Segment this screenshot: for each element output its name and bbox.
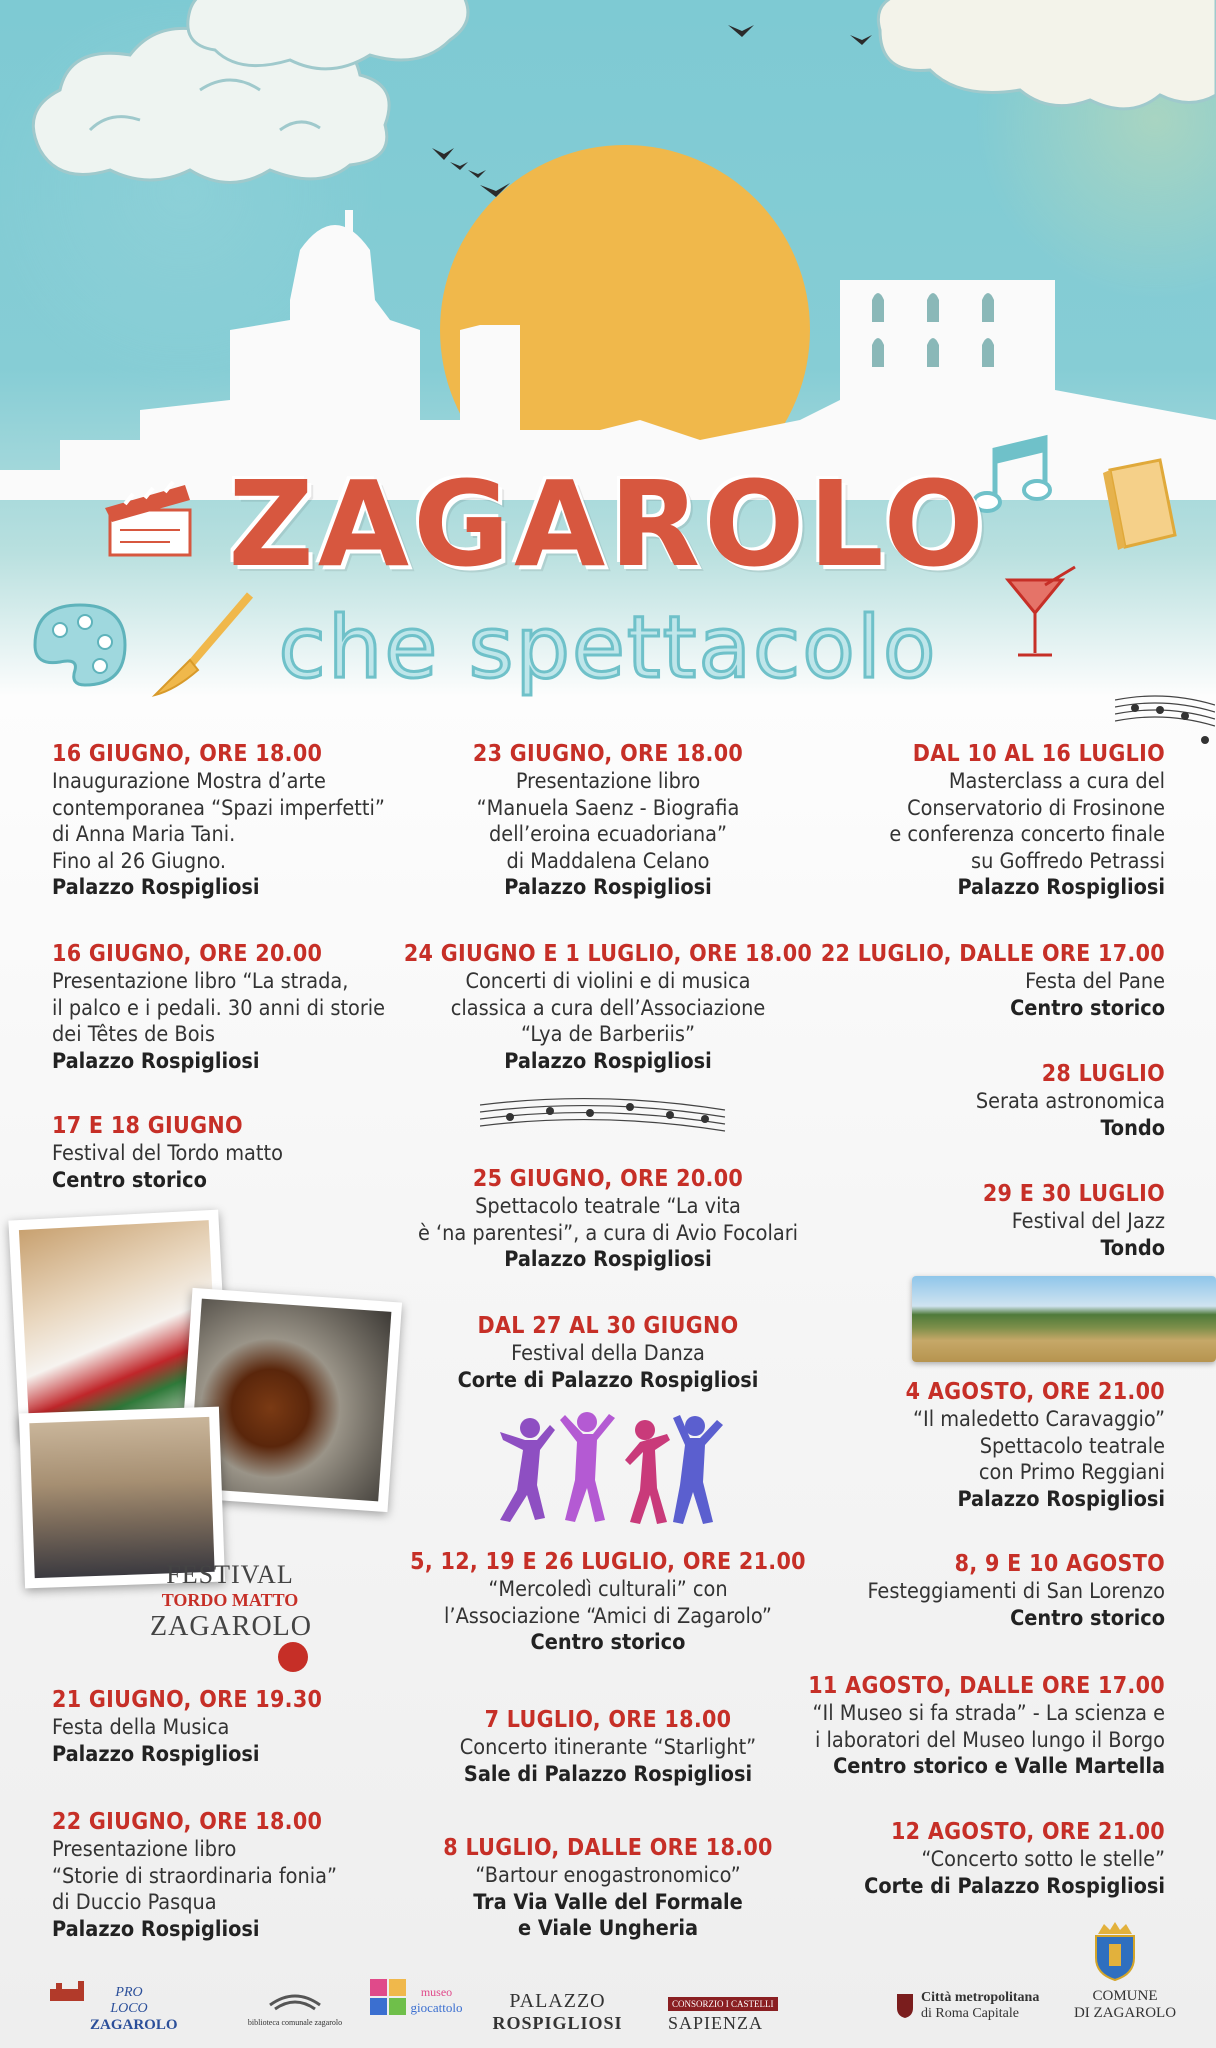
event-center-4: [380, 1312, 836, 1394]
event-date: 16 GIUGNO, ORE 20.00: [52, 941, 323, 967]
event-text: Presentazione libro “Storie di straordinaria fonia” di Duccio Pasqua: [52, 1837, 337, 1915]
event-place: Palazzo Rospigliosi: [52, 1741, 260, 1767]
event-date: 25 GIUGNO, ORE 20.00: [472, 1166, 744, 1192]
dancer-4: [673, 1415, 723, 1524]
seal-badge-icon: [278, 1642, 308, 1672]
footer-logo-sapienza: SAPIENZA: [668, 2013, 764, 2033]
event-right-3: [785, 1060, 1165, 1142]
festival-logo-line3: ZAGAROLO: [150, 1611, 312, 1642]
castle-icon: [50, 1981, 90, 2001]
footer-logo-proloco-sub: ZAGAROLO: [90, 2017, 178, 2033]
event-place: Palazzo Rospigliosi: [504, 1048, 712, 1074]
footer-logo-museo: [368, 1985, 463, 2016]
dancer-3: [625, 1420, 670, 1524]
event-text: Festival della Danza: [511, 1341, 705, 1366]
poster-subtitle: che spettacolo: [278, 598, 938, 698]
event-place: Tra Via Valle del Formale e Viale Ungheria: [473, 1889, 743, 1941]
puzzle-icon: [368, 1977, 408, 2017]
festival-logo-line2: TORDO MATTO: [161, 1590, 299, 1610]
event-text: Festeggiamenti di San Lorenzo: [867, 1579, 1165, 1604]
event-text: “Concerto sotto le stelle”: [921, 1847, 1165, 1872]
music-staff-icon-center: [480, 1085, 730, 1145]
event-place: Centro storico: [530, 1630, 686, 1655]
event-place: Palazzo Rospigliosi: [504, 875, 712, 900]
event-text: Festa del Pane: [1025, 969, 1165, 994]
footer-logo-comune-sub: DI ZAGAROLO: [1073, 2005, 1177, 2021]
event-right-7: [785, 1672, 1165, 1781]
event-date: 23 GIUGNO, ORE 18.00: [472, 741, 744, 767]
event-text: Presentazione libro “La strada, il palco e i pedali. 30 anni di storie dei Têtes de Bois: [52, 969, 386, 1047]
dancer-2: [560, 1412, 615, 1522]
event-date: 11 AGOSTO, DALLE ORE 17.00: [808, 1673, 1165, 1699]
event-date: 28 LUGLIO: [1041, 1061, 1165, 1087]
footer-logo-palazzo-sub: ROSPIGLIOSI: [492, 2013, 623, 2033]
footer-logo-proloco: [50, 1985, 178, 2034]
event-date: 5, 12, 19 E 26 LUGLIO, ORE 21.00: [410, 1549, 806, 1575]
cloud-right: [878, 0, 1216, 109]
event-left-2: [52, 940, 422, 1075]
event-place: Sale di Palazzo Rospigliosi: [463, 1761, 753, 1787]
event-text: “Mercoledì culturali” con l’Associazione “Amici di Zagarolo”: [444, 1577, 772, 1629]
event-left-5: [52, 1808, 422, 1943]
event-place: Centro storico: [52, 1167, 207, 1193]
event-right-5: [785, 1378, 1165, 1513]
event-left-3: [52, 1112, 422, 1194]
footer-logo-biblioteca: [235, 1985, 355, 2027]
event-date: 12 AGOSTO, ORE 21.00: [890, 1819, 1165, 1845]
footer-logo-biblioteca-name: biblioteca comunale zagarolo: [247, 2018, 343, 2027]
event-date: 24 GIUGNO E 1 LUGLIO, ORE 18.00: [403, 941, 813, 967]
event-place: Centro storico: [1010, 995, 1165, 1021]
event-right-6: [785, 1550, 1165, 1632]
event-right-2: [785, 940, 1165, 1022]
event-place: Palazzo Rospigliosi: [504, 1247, 712, 1272]
event-right-1: [785, 740, 1165, 902]
event-text: Serata astronomica: [975, 1089, 1165, 1114]
event-center-6: [380, 1706, 836, 1788]
event-date: 4 AGOSTO, ORE 21.00: [905, 1379, 1165, 1405]
event-place: Palazzo Rospigliosi: [957, 1486, 1165, 1512]
cloud-top-center: [188, 0, 468, 69]
event-place: Palazzo Rospigliosi: [52, 875, 260, 900]
event-date: 8, 9 E 10 AGOSTO: [954, 1551, 1165, 1577]
dancers-silhouette-icon: [495, 1410, 725, 1530]
event-center-2: [380, 940, 836, 1075]
footer-logo-palazzo-name: PALAZZO: [509, 1990, 606, 2012]
event-text: “Bartour enogastronomico”: [475, 1863, 741, 1888]
footer-logo-palazzo: [490, 1990, 625, 2034]
event-left-1: [52, 740, 422, 902]
footer-logo-consorzio: [668, 1995, 848, 2034]
event-date: 22 GIUGNO, ORE 18.00: [52, 1809, 323, 1835]
event-right-8: [785, 1818, 1165, 1900]
footer-logo-citta-metropolitana: [895, 1990, 1065, 2022]
event-text: “Il Museo si fa strada” - La scienza e i laboratori del Museo lungo il Borgo: [812, 1701, 1165, 1753]
event-center-1: [380, 740, 836, 902]
event-date: 17 E 18 GIUGNO: [52, 1113, 243, 1139]
event-text: Presentazione libro “Manuela Saenz - Biografia dell’eroina ecuadoriana” di Maddalena Celano: [476, 769, 740, 874]
event-right-4: [785, 1180, 1165, 1262]
header-illustration: [0, 0, 1216, 500]
event-place: Palazzo Rospigliosi: [52, 1048, 260, 1074]
event-place: Palazzo Rospigliosi: [52, 1916, 260, 1942]
poster-title: ZAGAROLO: [228, 455, 988, 593]
event-text: Festival del Tordo matto: [52, 1141, 283, 1166]
event-text: “Il maledetto Caravaggio” Spettacolo teatrale con Primo Reggiani: [912, 1407, 1165, 1485]
event-date: 29 E 30 LUGLIO: [982, 1181, 1165, 1207]
dancer-1: [500, 1418, 555, 1522]
photo-tondo-park: [912, 1276, 1216, 1362]
event-place: Palazzo Rospigliosi: [957, 875, 1165, 900]
footer-logo-comune-name: COMUNE: [1092, 1988, 1158, 2004]
event-text: Spettacolo teatrale “La vita è ‘na parentesi”, a cura di Avio Focolari: [417, 1194, 799, 1246]
event-text: Concerti di violini e di musica classica a cura dell’Associazione “Lya de Barberiis”: [450, 969, 766, 1047]
crest-icon: [895, 1992, 915, 2018]
event-center-3: [380, 1165, 836, 1274]
event-place: Corte di Palazzo Rospigliosi: [457, 1367, 759, 1393]
footer-logo-consorzio-name: CONSORZIO I CASTELLI: [668, 1997, 778, 2011]
footer-logo-proloco-name: PRO LOCO: [110, 1985, 148, 2016]
event-date: DAL 10 AL 16 LUGLIO: [912, 741, 1165, 767]
event-center-7: [380, 1834, 836, 1943]
footer-logo-citta-name: Città metropolitana: [921, 1990, 1040, 2005]
event-text: Inaugurazione Mostra d’arte contemporanea “Spazi imperfetti” di Anna Maria Tani. Fino al 26 Giugno.: [52, 769, 385, 874]
event-date: 21 GIUGNO, ORE 19.30: [52, 1687, 323, 1713]
event-place: Corte di Palazzo Rospigliosi: [864, 1873, 1165, 1899]
festival-logo-line1: FESTIVAL: [166, 1560, 294, 1589]
event-center-5: [380, 1548, 836, 1657]
event-place: Tondo: [1100, 1235, 1165, 1261]
event-date: DAL 27 AL 30 GIUGNO: [477, 1313, 739, 1339]
event-date: 8 LUGLIO, DALLE ORE 18.00: [443, 1835, 773, 1861]
event-date: 7 LUGLIO, ORE 18.00: [484, 1707, 732, 1733]
footer-logo-comune: [1065, 1988, 1185, 2022]
footer-logo-citta-sub: di Roma Capitale: [921, 2006, 1019, 2021]
footer-logo-museo-name: museo: [420, 1985, 453, 1999]
event-text: Festa della Musica: [52, 1715, 230, 1740]
event-text: Festival del Jazz: [1011, 1209, 1165, 1234]
open-book-icon: [265, 1985, 325, 2013]
event-text: Concerto itinerante “Starlight”: [459, 1735, 757, 1760]
event-place: Centro storico e Valle Martella: [833, 1754, 1165, 1779]
event-place: Centro storico: [1010, 1605, 1165, 1631]
event-text: Masterclass a cura del Conservatorio di Frosinone e conferenza concerto finale su Goffredo Petrassi: [889, 769, 1165, 874]
festival-tordo-logo: [150, 1560, 310, 1643]
event-place: Tondo: [1100, 1115, 1165, 1141]
event-date: 22 LUGLIO, DALLE ORE 17.00: [820, 941, 1165, 967]
event-left-4: [52, 1686, 422, 1768]
event-date: 16 GIUGNO, ORE 18.00: [52, 741, 323, 767]
coat-of-arms-icon: [1090, 1920, 1140, 1982]
footer-logo-museo-sub: giocattolo: [410, 2000, 463, 2015]
